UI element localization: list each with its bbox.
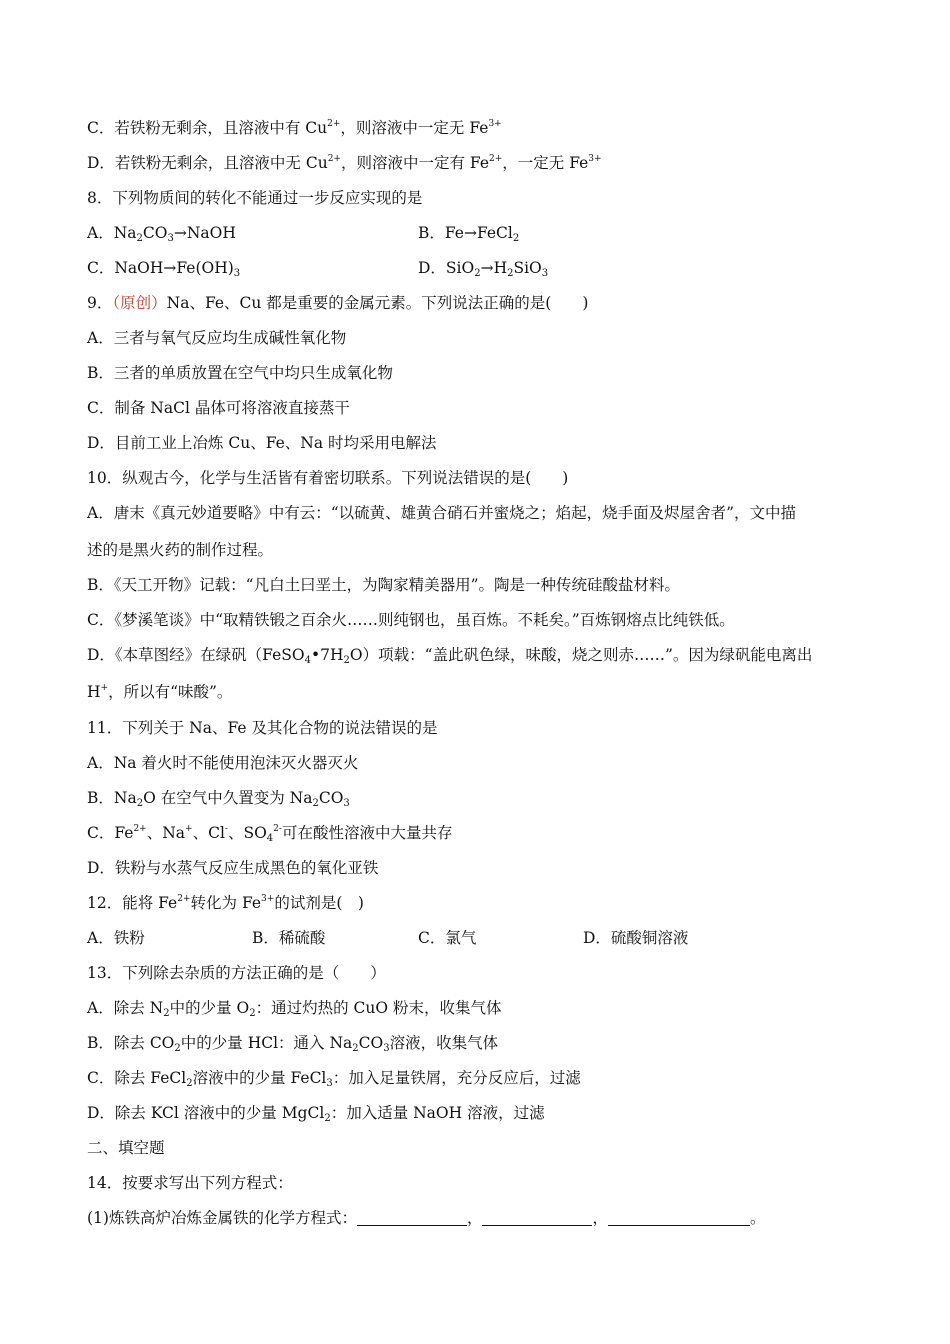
q7-option-d: D．若铁粉无剩余，且溶液中无 $Cu^{2+}$，则溶液中一定有 $Fe^{2+}$，一定无 $Fe^{3+}$ (87, 154, 602, 172)
q8-option-c: C．$NaOH\to Fe(OH)_3$ (87, 259, 241, 279)
q13-option-a: A．除去 $N_2$中的少量 $O_2$：通过灼热的 CuO 粉末，收集气体 (87, 999, 502, 1019)
original-tag: （原创） (112, 294, 167, 312)
q11-option-d: D．铁粉与水蒸气反应生成黑色的氧化亚铁 (87, 859, 379, 877)
q10-stem: 10．纵观古今，化学与生活皆有着密切联系。下列说法错误的是( ) (87, 469, 569, 487)
q12-stem: 12．能将 $Fe^{2+}$转化为 $Fe^{3+}$的试剂是( ) (87, 894, 364, 912)
q8-option-a: A．$Na_2CO_3\to NaOH$ (87, 224, 236, 244)
q9-option-a: A．三者与氧气反应均生成碱性氧化物 (87, 329, 347, 347)
q12-option-b: B．稀硫酸 (252, 929, 326, 947)
q10-option-d-line2: H+，所以有“味酸”。 (87, 683, 233, 701)
q10-option-a-line1: A．唐末《真元妙道要略》中有云：“以硫黄、雄黄合硝石并蜜烧之；焰起，烧手面及烬屋舍者”，文中描 (87, 504, 797, 522)
q13-option-c: C．除去 FeCl$_2$溶液中的少量 FeCl$_3$：加入足量铁屑，充分反应后，过滤 (87, 1069, 581, 1089)
answer-blank-1[interactable] (357, 1209, 467, 1226)
q7-option-c: C．若铁粉无剩余，且溶液中有 $Cu^{2+}$，则溶液中一定无 $Fe^{3+}$ (87, 119, 502, 137)
q11-stem: 11．下列关于 Na、Fe 及其化合物的说法错误的是 (87, 719, 438, 737)
q9-option-c: C．制备 NaCl 晶体可将溶液直接蒸干 (87, 399, 350, 417)
q8-stem: 8．下列物质间的转化不能通过一步反应实现的是 (87, 189, 423, 207)
q14-stem: 14．按要求写出下列方程式： (87, 1174, 293, 1192)
q10-option-a-line2: 述的是黑火药的制作过程。 (87, 541, 274, 559)
q10-option-c: C．《梦溪笔谈》中“取精铁锻之百余火……则纯钢也，虽百炼。不耗矣。”百炼钢熔点比纯铁低。 (87, 611, 735, 629)
q11-option-b: B．$Na_2O$ 在空气中久置变为 $Na_2CO_3$ (87, 789, 350, 809)
q11-option-c: C．$Fe^{2+}$、Na+、Cl-、$SO_4^{2-}$可在酸性溶液中大量共存 (87, 824, 453, 844)
q12-option-c: C．氯气 (418, 929, 477, 947)
section-heading: 二、填空题 (87, 1139, 165, 1157)
q9-option-d: D．目前工业上冶炼 Cu、Fe、Na 时均采用电解法 (87, 434, 437, 452)
q8-option-b: B．Fe→FeCl$_2$ (418, 224, 520, 244)
answer-blank-2[interactable] (482, 1209, 592, 1226)
q13-option-d: D．除去 KCl 溶液中的少量 MgCl$_2$：加入适量 NaOH 溶液，过滤 (87, 1104, 545, 1124)
q14-part1: (1)炼铁高炉冶炼金属铁的化学方程式： ， ， 。 (87, 1209, 766, 1227)
answer-blank-3[interactable] (608, 1209, 750, 1226)
q9-stem: 9．（原创）Na、Fe、Cu 都是重要的金属元素。下列说法正确的是( ) (87, 294, 589, 312)
q9-option-b: B．三者的单质放置在空气中均只生成氧化物 (87, 364, 393, 382)
q13-option-b: B．除去 $CO_2$中的少量 HCl：通入 $Na_2CO_3$溶液，收集气体 (87, 1034, 499, 1054)
q10-option-b: B．《天工开物》记载：“凡白土曰垩土，为陶家精美器用”。陶是一种传统硅酸盐材料。 (87, 576, 680, 594)
q8-option-d: D．$SiO_2\to H_2SiO_3$ (418, 259, 549, 279)
q12-option-a: A．铁粉 (87, 929, 145, 947)
q13-stem: 13．下列除去杂质的方法正确的是（ ） (87, 964, 386, 982)
q12-option-d: D．硫酸铜溶液 (583, 929, 689, 947)
q10-option-d-line1: D．《本草图经》在绿矾$(FeSO_4•7H_2O)$项载：“盖此矾色绿，味酸，烧之则赤……”。因为绿矾能电离出 (87, 646, 813, 666)
q11-option-a: A．Na 着火时不能使用泡沫灭火器灭火 (87, 754, 359, 772)
